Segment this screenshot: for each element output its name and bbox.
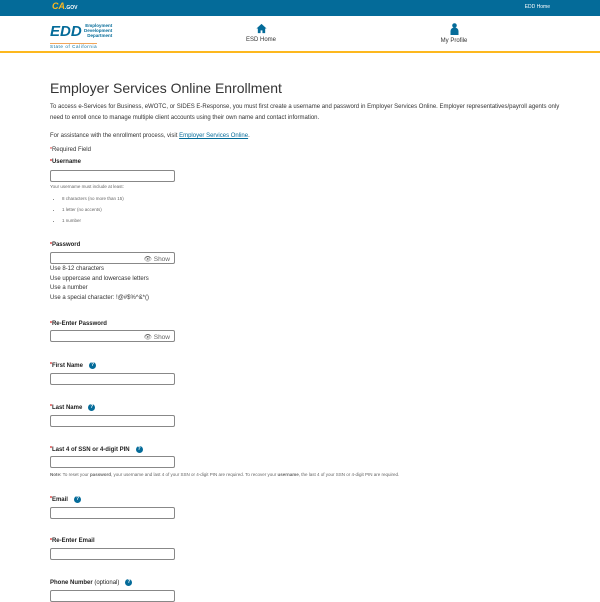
email-label: *Email ? (50, 496, 79, 504)
email-input[interactable] (50, 507, 175, 519)
reset-note: Note: To reset your password, your username and last 4 of your SSN or 4-digit PIN are required. To recover your username, the last 4 of your SSN or 4-digit PIN are required. (50, 472, 400, 477)
employer-services-online-link[interactable]: Employer Services Online (179, 133, 249, 139)
username-rules: • 8 characters (no more than 15) • 1 letter (no accents) • 1 number (62, 193, 124, 226)
ssn-label: *Last 4 of SSN or 4-digit PIN ? (50, 446, 141, 454)
page-title: Employer Services Online Enrollment (50, 80, 282, 96)
help-icon[interactable]: ? (90, 404, 94, 410)
password-input[interactable] (50, 252, 175, 264)
first-name-input[interactable] (50, 373, 175, 385)
reenter-email-label: *Re-Enter Email (50, 538, 95, 544)
last-name-input[interactable] (50, 415, 175, 427)
required-note: *Required Field (50, 147, 91, 153)
username-input[interactable] (50, 170, 175, 182)
user-icon (449, 23, 460, 35)
password-rules: Use 8-12 characters Use uppercase and lowercase letters Use a number Use a special character: !@#$%^&*() (50, 266, 149, 301)
header (0, 16, 600, 53)
last-name-label: *Last Name ? (50, 404, 94, 412)
password-label: *Password (50, 242, 81, 248)
nav-my-profile[interactable]: My Profile (424, 23, 484, 44)
reenter-email-input[interactable] (50, 548, 175, 560)
reenter-password-input[interactable] (50, 330, 175, 342)
nav-esd-home[interactable]: ESD Home (231, 23, 291, 43)
first-name-label: *First Name ? (50, 362, 94, 370)
username-hint: Your username must include at least: (50, 184, 124, 189)
show-reenter-password-button[interactable]: 👁 Show (143, 334, 170, 341)
help-icon[interactable]: ? (90, 362, 94, 368)
top-bar (0, 0, 600, 16)
help-icon[interactable]: ? (137, 446, 141, 452)
reenter-password-label: *Re-Enter Password (50, 321, 107, 327)
ca-gov-logo[interactable]: CA.GOV (52, 1, 78, 11)
phone-input[interactable] (50, 590, 175, 602)
home-icon (256, 23, 267, 34)
assist-text: For assistance with the enrollment process, visit Employer Services Online. (50, 133, 250, 139)
username-label: *Username (50, 159, 81, 165)
help-icon[interactable]: ? (127, 579, 131, 585)
show-password-button[interactable]: 👁 Show (143, 256, 170, 263)
help-icon[interactable]: ? (75, 496, 79, 502)
intro-text: To access e-Services for Business, eWOTC, or SIDES E-Response, you must first create a username and password in Employer Services Online. Employer representatives/payroll agents only need to enroll once to manage multiple client accounts using their own name and contact information. (50, 104, 560, 121)
phone-label: Phone Number (optional) ? (50, 579, 131, 587)
edd-logo[interactable]: EDD Employment Development Department State of California (50, 23, 113, 49)
ssn-input[interactable] (50, 456, 175, 468)
edd-home-link[interactable]: EDD Home (524, 4, 550, 10)
